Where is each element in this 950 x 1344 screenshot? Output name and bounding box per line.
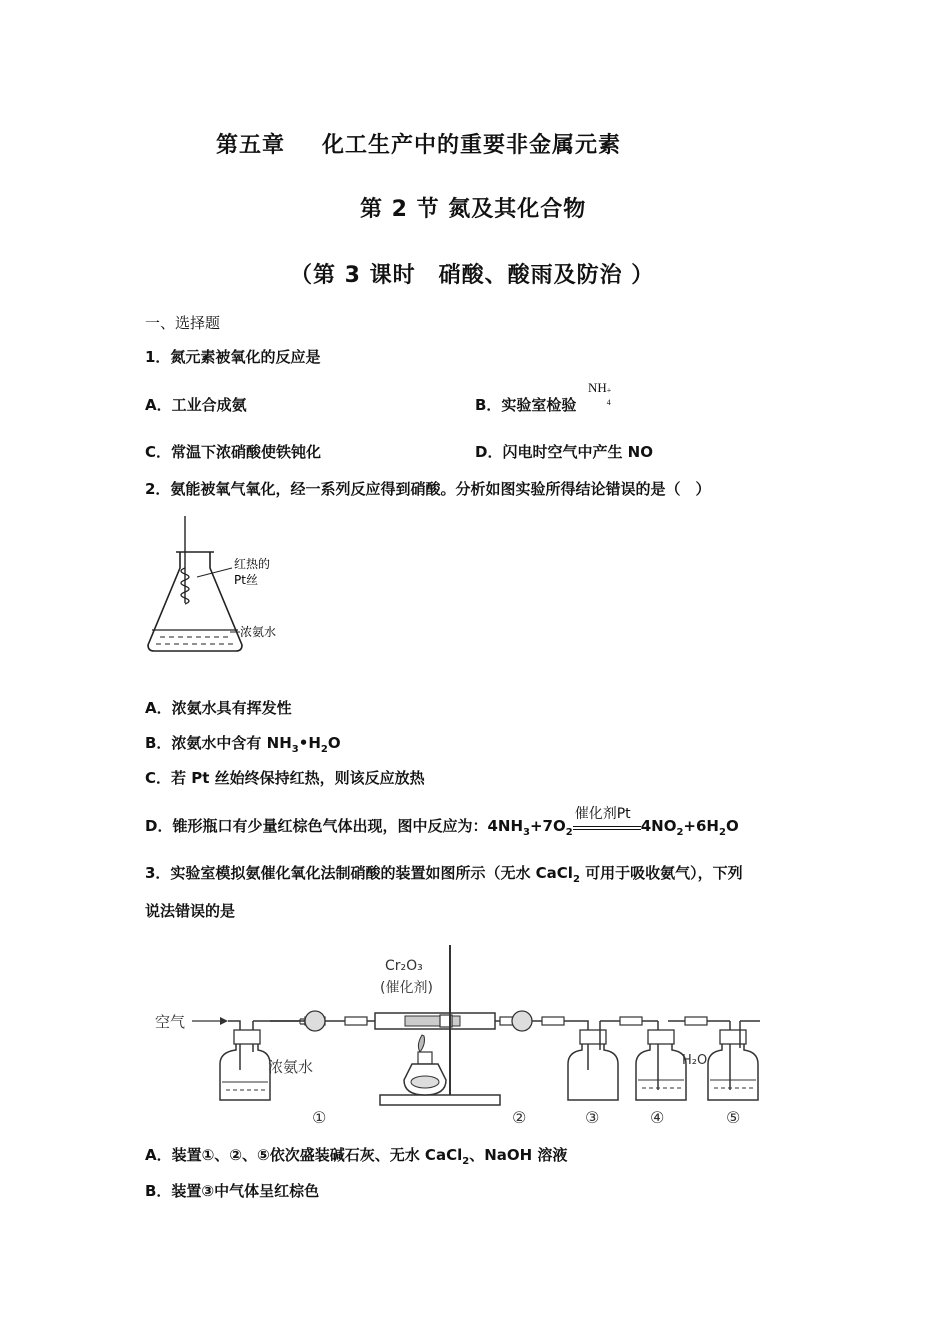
q2-option-a: A．浓氨水具有挥发性 [145,699,292,717]
label-ammonia: 浓氨水 [240,625,277,639]
reaction-arrow: 催化剂Pt [573,820,641,834]
bottle-5 [708,1044,758,1100]
drying-tube-2 [512,1011,532,1031]
bottle-5-stopper [720,1030,746,1044]
bottle-3 [568,1044,618,1100]
bottle-3-stopper [580,1030,606,1044]
q2-option-c: C．若 Pt 丝始终保持红热，则该反应放热 [145,769,425,787]
chapter-title: 化工生产中的重要非金属元素 [322,133,622,158]
q1-option-a: A．工业合成氨 [145,396,247,414]
label-water: H₂O [682,1053,708,1068]
pt-coil [181,568,189,604]
bottle-4-stopper [648,1030,674,1044]
apparatus-figure [150,940,770,1130]
q3-option-a: A．装置①、②、⑤依次盛装碱石灰、无水 CaCl$_2$、NaOH 溶液 [145,1146,568,1167]
q2-stem: 2．氨能被氧气氧化，经一系列反应得到硝酸。分析如图实验所得结论错误的是（ ） [145,480,711,498]
label-pt-wire: Pt丝 [234,573,258,587]
q2-option-b: B．浓氨水中含有 $NH_3•H_2O$ [145,734,341,755]
erlenmeyer-flask [148,552,242,651]
flask-figure [140,508,300,658]
bottle-1-stopper [234,1030,260,1044]
q3-stem-line1: 3．实验室模拟氨催化氧化法制硝酸的装置如图所示（无水 CaCl$_2$ 可用于吸收氨气），下列 [145,864,743,885]
q1-stem: 1．氮元素被氧化的反应是 [145,348,321,366]
iron-stand-base [380,1095,500,1105]
chapter-number: 第五章 [216,133,286,158]
label-n3: ③ [585,1108,600,1127]
part-label: 一、选择题 [145,314,221,332]
label-air: 空气 [155,1013,186,1031]
label-n5: ⑤ [726,1108,741,1127]
label-catalyst: (催化剂) [380,980,433,996]
bottle-4 [636,1044,686,1100]
label-cr2o3: Cr₂O₃ [385,958,423,974]
q1-option-c: C．常温下浓硝酸使铁钝化 [145,443,322,461]
label-n4: ④ [650,1108,665,1127]
lesson-title: （第 3 课时 硝酸、酸雨及防治 ） [290,263,655,288]
q3-option-b: B．装置③中气体呈红棕色 [145,1182,320,1200]
label-red-hot: 红热的 [234,557,271,571]
air-arrow-head [220,1017,228,1025]
q2-option-d: D．锥形瓶口有少量红棕色气体出现，图中反应为：$4NH_3+7O_2$ 催化剂Pt $4NO_2+6H_2O$ [145,805,739,838]
section-title: 第 2 节 氮及其化合物 [360,197,587,222]
label-conc-ammonia: 浓氨水 [268,1058,314,1076]
q1-option-d: D．闪电时空气中产生 NO [475,443,653,461]
drying-tube-1 [305,1011,325,1031]
q3-stem-line2: 说法错误的是 [145,902,236,920]
label-n2: ② [512,1108,527,1127]
q1-option-b: B．实验室检验 [475,396,577,414]
leader-line [197,568,232,577]
label-n1: ① [312,1108,327,1127]
q1-b-formula: NH + 4 [588,380,612,407]
bottle-1 [220,1044,270,1100]
